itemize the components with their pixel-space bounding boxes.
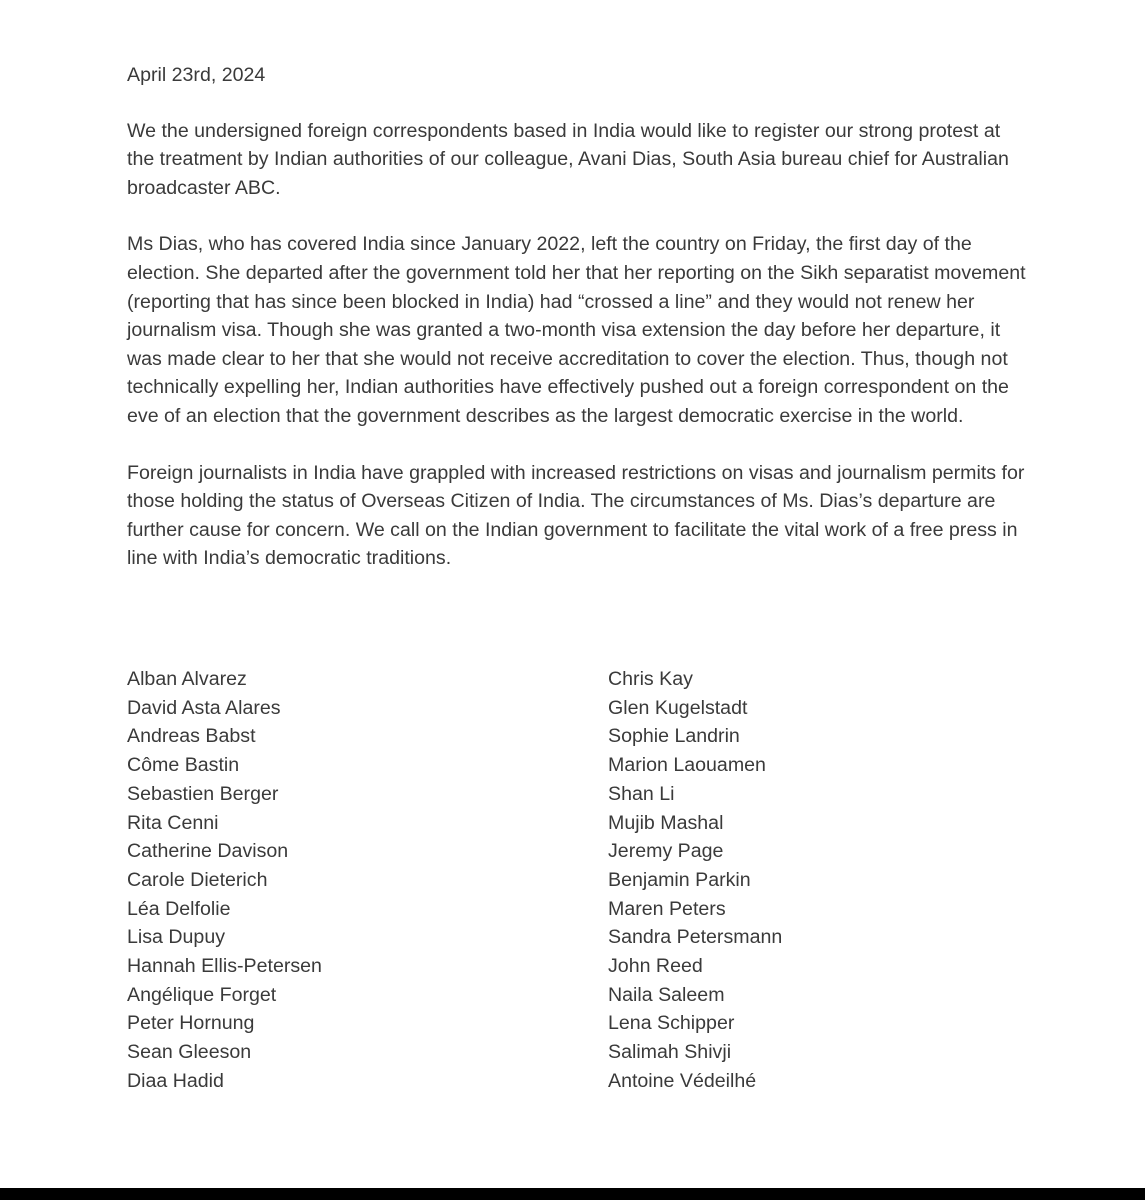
bottom-border [0,1188,1145,1200]
signatory-name: Diaa Hadid [127,1069,224,1092]
paragraph-departure: Ms Dias, who has covered India since January 2022, left the country on Friday, the first day of the election. She departed after the government told her that her reporting on the Sikh separatist movement (reporting that has since been blocked in India) had “crossed a line” and they would not renew her journalism visa. Though she was granted a two-month visa extension the day before her departure, it was made clear to her that she would not receive accreditation to cover the election. Thus, though not technically expelling her, Indian authorities have effectively pushed out a foreign correspondent on the eve of an election that the government describes as the largest democratic exercise in the world. [127,233,1026,427]
signatory-name: Hannah Ellis-Petersen [127,955,322,978]
signatory-name: Salimah Shivji [608,1041,732,1064]
signatory-name: Benjamin Parkin [608,868,751,891]
letter-date: April 23rd, 2024 [127,64,266,86]
signatory-name: Marion Laouamen [608,754,766,777]
signatory-name: Antoine Védeilhé [608,1069,757,1092]
signatory-name: Léa Delfolie [127,897,231,920]
signatory-name: Carole Dieterich [127,868,268,891]
signatories-column-left [127,665,547,1096]
signatory-name: Shan Li [608,782,675,805]
signatories-column-right [608,665,1028,1096]
signatory-name: Sean Gleeson [127,1041,252,1064]
signatory-name: Sandra Petersmann [608,926,783,949]
signatory-name: Rita Cenni [127,811,219,834]
signatory-name: Glen Kugelstadt [608,696,748,719]
signatory-name: Maren Peters [608,897,726,920]
paragraph-restrictions: Foreign journalists in India have grappled with increased restrictions on visas and journalism permits for those holding the status of Overseas Citizen of India. The circumstances of Ms. Dias’s departure are further cause for concern. We call on the Indian government to facilitate the vital work of a free press in line with India’s democratic traditions. [127,461,1025,570]
signatory-name: Lena Schipper [608,1012,735,1035]
signatory-name: Andreas Babst [127,725,256,748]
signatory-name: David Asta Alares [127,696,281,719]
signatory-name: Côme Bastin [127,754,240,777]
signatory-name: Jeremy Page [608,840,724,863]
letter-body [127,61,1032,601]
signatory-name: Chris Kay [608,668,693,690]
signatory-name: Angélique Forget [127,983,277,1006]
signatory-name: Mujib Mashal [608,811,724,834]
paragraph-protest: We the undersigned foreign correspondents based in India would like to register our strong protest at the treatment by Indian authorities of our colleague, Avani Dias, South Asia bureau chief for Australian broadcaster ABC. [127,119,1009,199]
signatory-name: Naila Saleem [608,983,725,1006]
signatory-name: Alban Alvarez [127,668,247,690]
signatory-name: Peter Hornung [127,1012,255,1035]
signatory-name: Sebastien Berger [127,782,279,805]
signatory-name: Lisa Dupuy [127,926,226,949]
signatory-name: Sophie Landrin [608,725,740,748]
signatory-name: Catherine Davison [127,840,289,863]
signatory-name: John Reed [608,955,703,978]
